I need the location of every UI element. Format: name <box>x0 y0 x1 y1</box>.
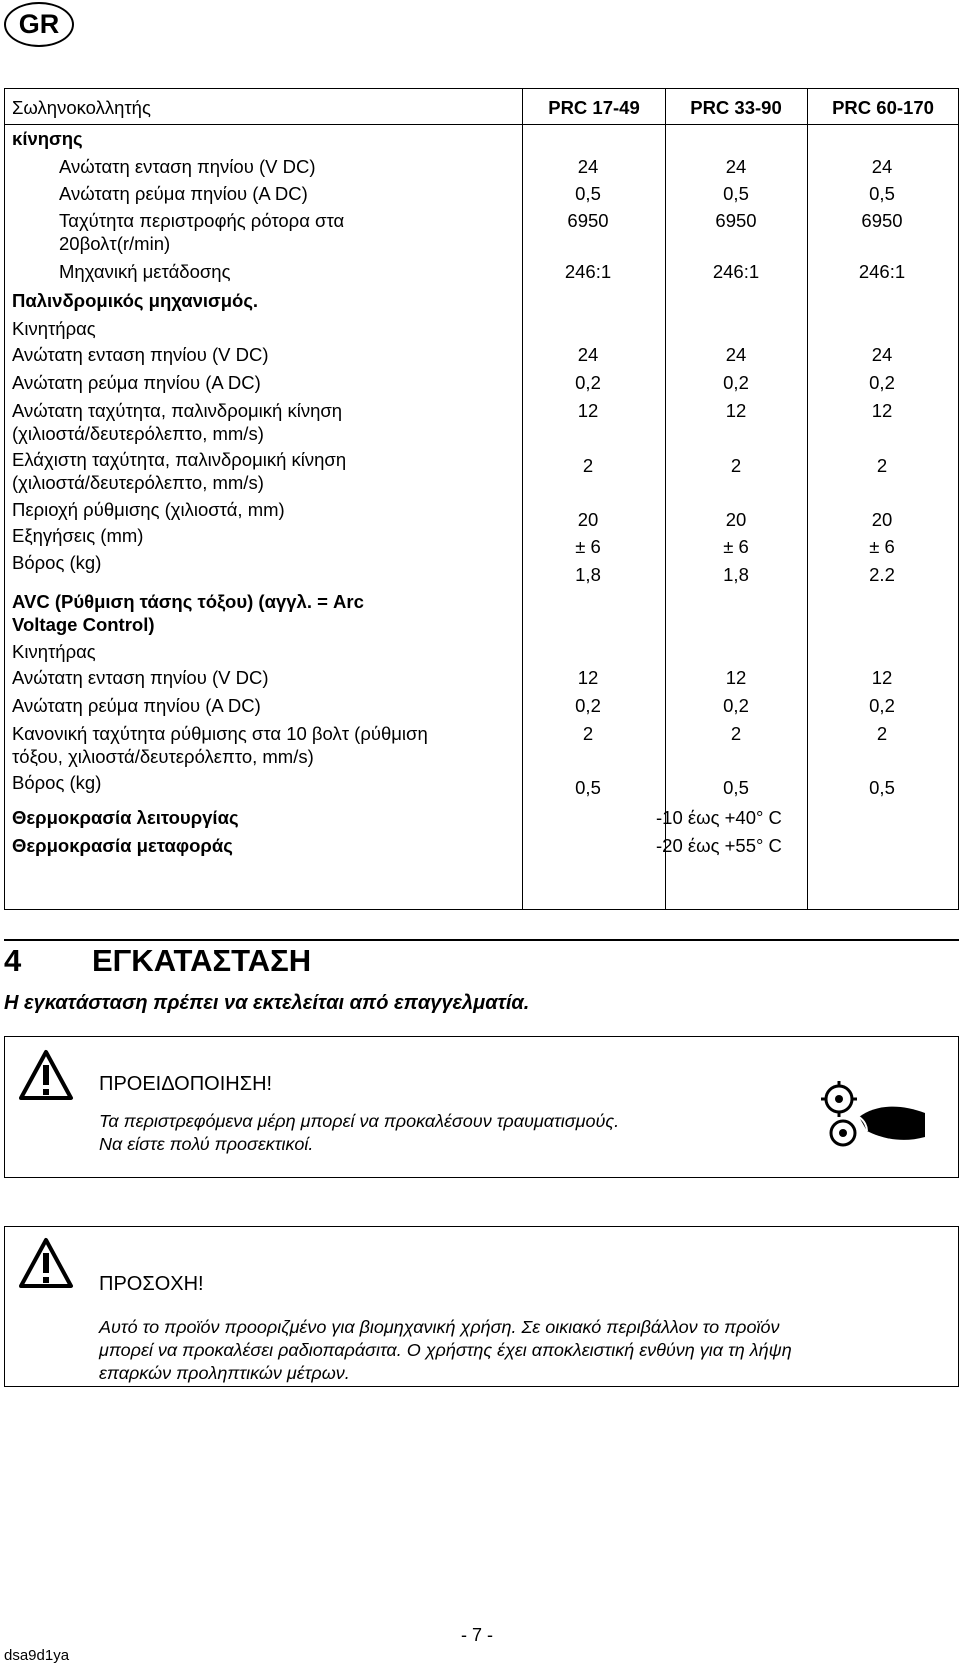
temp-label: Θερμοκρασία μεταφοράς <box>12 835 233 856</box>
install-note: Η εγκατάσταση πρέπει να εκτελείται από επαγγελματία. <box>4 992 530 1014</box>
model-header: PRC 60-170 <box>832 97 934 118</box>
spec-label-cont: τόξου, χιλιοστά/δευτερόλεπτο, mm/s) <box>12 746 314 767</box>
model-header: PRC 17-49 <box>548 97 640 118</box>
spec-value: ± 6 <box>723 536 749 557</box>
spec-value: 24 <box>577 156 599 177</box>
spec-value: 24 <box>871 156 893 177</box>
spec-value: 12 <box>871 400 893 421</box>
spec-label: Περιοχή ρύθμισης (χιλιοστά, mm) <box>12 499 285 520</box>
warning-text <box>99 1110 619 1156</box>
spec-value: 246:1 <box>712 261 760 282</box>
spec-value: ± 6 <box>575 536 601 557</box>
spec-value: 0,2 <box>869 372 895 393</box>
spec-value: ± 6 <box>869 536 895 557</box>
spec-value: 12 <box>725 667 747 688</box>
spec-value: 12 <box>725 400 747 421</box>
spec-label: Βόρος (kg) <box>12 552 102 573</box>
spec-value: 12 <box>577 667 599 688</box>
spec-label: Ελάχιστη ταχύτητα, παλινδρομική κίνηση <box>12 449 347 470</box>
section-title: AVC (Ρύθμιση τάσης τόξου) (αγγλ. = Arc <box>12 591 364 612</box>
caution-text <box>99 1316 792 1385</box>
caution-line: μπορεί να προκαλέσει ραδιοπαράσιτα. Ο χρήστης έχει αποκλειστική ενθύνη για τη λήψη <box>99 1340 792 1360</box>
warning-box <box>4 1036 959 1178</box>
spec-label: Ανώτατη ρεύμα πηνίου (A DC) <box>59 183 308 204</box>
spec-value: 0,5 <box>723 183 749 204</box>
spec-value: 1,8 <box>723 564 749 585</box>
spec-label: Ανώτατη ρεύμα πηνίου (A DC) <box>12 695 261 716</box>
section-title-cont: Voltage Control) <box>12 614 155 635</box>
spec-label: Ανώτατη ταχύτητα, παλινδρομική κίνηση <box>12 400 343 421</box>
caution-line: επαρκών προληπτικών μέτρων. <box>99 1363 350 1383</box>
spec-value: 24 <box>871 344 893 365</box>
spec-value: 0,5 <box>869 183 895 204</box>
section-title: κίνησης <box>12 128 83 149</box>
spec-value: 24 <box>725 344 747 365</box>
temp-value: -20 έως +55° C <box>656 835 782 856</box>
spec-value: 2 <box>730 723 742 744</box>
spec-value: 0,5 <box>869 777 895 798</box>
spec-value: 20 <box>871 509 893 530</box>
rotating-parts-hazard-icon <box>813 1077 933 1153</box>
spec-value: 6950 <box>567 210 609 231</box>
spec-label: Κανονική ταχύτητα ρύθμισης στα 10 βολτ (ρύθμιση <box>12 723 428 744</box>
spec-label: Ανώτατη ενταση πηνίου (V DC) <box>59 156 316 177</box>
spec-value: 24 <box>577 344 599 365</box>
spec-label: Βόρος (kg) <box>12 772 102 793</box>
section-rule <box>4 939 959 941</box>
caution-line: Αυτό το προϊόν προοριζμένο για βιομηχανική χρήση. Σε οικιακό περιβάλλον το προϊόν <box>99 1317 780 1337</box>
model-header: PRC 33-90 <box>690 97 782 118</box>
spec-label-cont: 20βολτ(r/min) <box>59 233 171 254</box>
spec-value: 2 <box>582 455 594 476</box>
spec-value: 0,2 <box>575 695 601 716</box>
spec-value: 0,2 <box>575 372 601 393</box>
document-code: dsa9d1ya <box>4 1647 70 1664</box>
spec-value: 2 <box>582 723 594 744</box>
col-divider <box>807 89 808 909</box>
warning-title: ΠΡΟΕΙΔΟΠΟΙΗΣΗ! <box>99 1073 273 1095</box>
spec-table <box>4 88 959 910</box>
language-badge: GR <box>4 2 74 47</box>
spec-value: 24 <box>725 156 747 177</box>
spec-value: 20 <box>725 509 747 530</box>
header-divider <box>5 124 958 125</box>
spec-value: 246:1 <box>564 261 612 282</box>
spec-value: 246:1 <box>858 261 906 282</box>
spec-value: 12 <box>577 400 599 421</box>
motor-label: Κινητήρας <box>12 318 96 339</box>
spec-label: Ανώτατη ρεύμα πηνίου (A DC) <box>12 372 261 393</box>
spec-value: 6950 <box>715 210 757 231</box>
motor-label: Κινητήρας <box>12 641 96 662</box>
spec-value: 2 <box>876 455 888 476</box>
spec-label-cont: (χιλιοστά/δευτερόλεπτο, mm/s) <box>12 423 264 444</box>
spec-value: 0,5 <box>723 777 749 798</box>
spec-label: Ανώτατη ενταση πηνίου (V DC) <box>12 344 269 365</box>
caution-box <box>4 1226 959 1387</box>
spec-label-cont: (χιλιοστά/δευτερόλεπτο, mm/s) <box>12 472 264 493</box>
warning-line: Να είστε πολύ προσεκτικοί. <box>99 1134 314 1154</box>
spec-label: Εξηγήσεις (mm) <box>12 525 144 546</box>
spec-value: 12 <box>871 667 893 688</box>
spec-value: 2.2 <box>869 564 895 585</box>
temp-value: -10 έως +40° C <box>656 807 782 828</box>
spec-label: Μηχανική μετάδοσης <box>59 261 231 282</box>
spec-value: 6950 <box>861 210 903 231</box>
spec-value: 2 <box>730 455 742 476</box>
spec-value: 0,5 <box>575 777 601 798</box>
spec-value: 0,2 <box>869 695 895 716</box>
spec-label: Ταχύτητα περιστροφής ρότορα στα <box>59 210 345 231</box>
spec-value: 0,5 <box>575 183 601 204</box>
temp-label: Θερμοκρασία λειτουργίας <box>12 807 239 828</box>
section-number: 4 <box>4 943 22 978</box>
spec-label: Ανώτατη ενταση πηνίου (V DC) <box>12 667 269 688</box>
spec-value: 20 <box>577 509 599 530</box>
warning-triangle-icon <box>18 1237 74 1289</box>
warning-line: Τα περιστρεφόμενα μέρη μπορεί να προκαλέσουν τραυματισμούς. <box>99 1111 620 1131</box>
section-title: Παλινδρομικός μηχανισμός. <box>12 290 259 311</box>
header-label: Σωληνοκολλητής <box>12 97 151 118</box>
caution-title: ΠΡΟΣΟΧΗ! <box>99 1273 204 1295</box>
section-title: ΕΓΚΑΤΑΣΤΑΣΗ <box>92 943 312 978</box>
spec-value: 2 <box>876 723 888 744</box>
section-heading <box>4 943 311 979</box>
spec-value: 0,2 <box>723 372 749 393</box>
spec-value: 0,2 <box>723 695 749 716</box>
page-number: - 7 - <box>461 1625 494 1645</box>
warning-triangle-icon <box>18 1049 74 1101</box>
spec-value: 1,8 <box>575 564 601 585</box>
